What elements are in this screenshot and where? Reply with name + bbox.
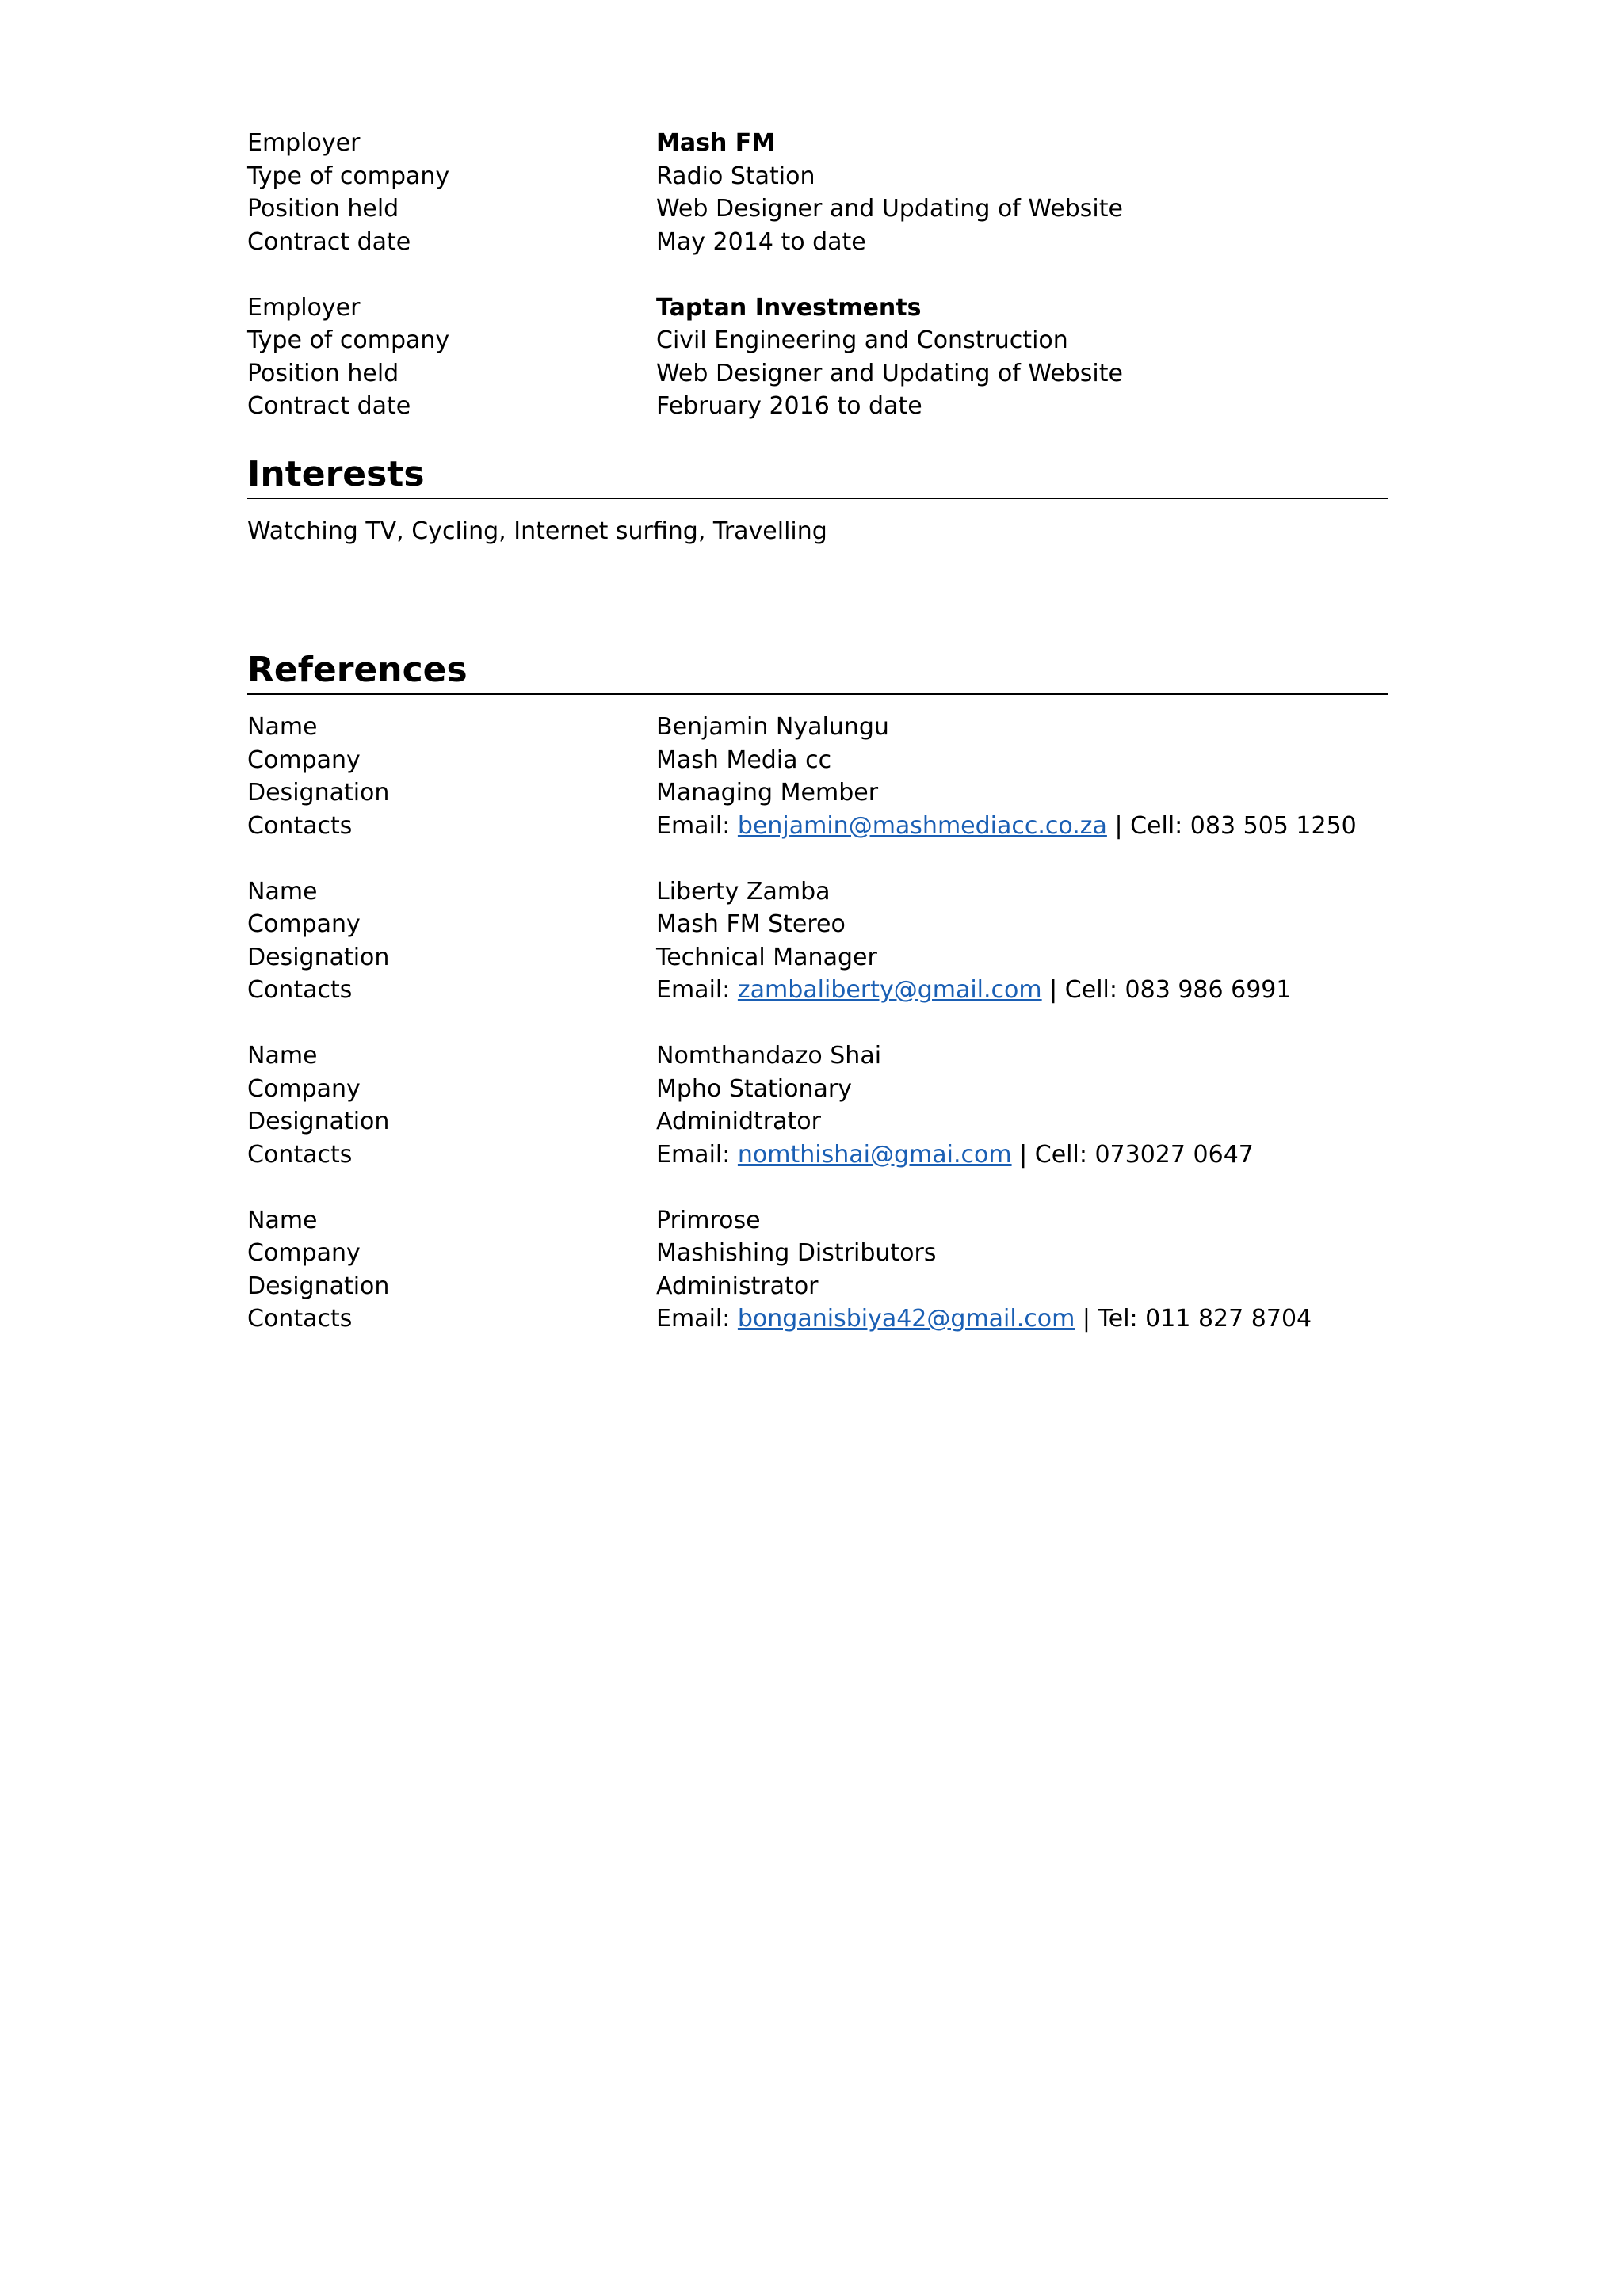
employer-row bbox=[247, 292, 1388, 325]
employer-row bbox=[247, 127, 1388, 160]
reference-name-row bbox=[247, 1039, 1388, 1073]
reference-designation-row bbox=[247, 941, 1388, 974]
email-prefix: Email: bbox=[656, 1140, 738, 1169]
reference-designation-row bbox=[247, 1270, 1388, 1303]
position-value: Web Designer and Updating of Website bbox=[656, 359, 1123, 387]
reference-designation: Administrator bbox=[656, 1272, 819, 1300]
reference-company-row bbox=[247, 1237, 1388, 1270]
contract-date-label: Contract date bbox=[247, 392, 411, 420]
reference-entry bbox=[247, 875, 1388, 1007]
phone-text: | Cell: 083 505 1250 bbox=[1106, 811, 1357, 840]
position-row bbox=[247, 357, 1388, 391]
contract-date-value: May 2014 to date bbox=[656, 227, 866, 256]
name-label: Name bbox=[247, 713, 318, 741]
references-heading: References bbox=[247, 647, 1388, 695]
reference-company: Mashishing Distributors bbox=[656, 1239, 937, 1267]
company-label: Company bbox=[247, 1074, 361, 1103]
resume-page bbox=[247, 127, 1388, 1336]
reference-entry bbox=[247, 1039, 1388, 1171]
phone-text: | Cell: 083 986 6991 bbox=[1041, 976, 1292, 1004]
reference-designation: Adminidtrator bbox=[656, 1108, 821, 1135]
reference-company-row bbox=[247, 744, 1388, 777]
contract-date-label: Contract date bbox=[247, 227, 411, 256]
reference-name: Primrose bbox=[656, 1206, 761, 1234]
reference-contacts-row bbox=[247, 1138, 1388, 1172]
email-prefix: Email: bbox=[656, 811, 738, 840]
reference-designation: Managing Member bbox=[656, 779, 879, 807]
email-link[interactable]: bonganisbiya42@gmail.com bbox=[737, 1305, 1075, 1333]
position-row bbox=[247, 193, 1388, 226]
reference-name: Liberty Zamba bbox=[656, 877, 831, 906]
company-type-row bbox=[247, 324, 1388, 357]
reference-company-row bbox=[247, 1073, 1388, 1106]
contract-date-row bbox=[247, 390, 1388, 423]
email-prefix: Email: bbox=[656, 1305, 738, 1333]
reference-name-row bbox=[247, 875, 1388, 909]
email-link[interactable]: benjamin@mashmediacc.co.za bbox=[737, 811, 1107, 840]
spacer bbox=[247, 1007, 1388, 1040]
interests-heading: Interests bbox=[247, 452, 1388, 499]
reference-name: Benjamin Nyalungu bbox=[656, 713, 889, 741]
reference-designation-row bbox=[247, 776, 1388, 810]
email-link[interactable]: nomthishai@gmai.com bbox=[737, 1140, 1012, 1169]
contacts-label: Contacts bbox=[247, 976, 353, 1004]
interests-text: Watching TV, Cycling, Internet surfing, Travelling bbox=[247, 517, 827, 545]
reference-name: Nomthandazo Shai bbox=[656, 1042, 882, 1070]
contract-date-row bbox=[247, 226, 1388, 259]
employer-name: Taptan Investments bbox=[656, 293, 922, 322]
reference-contacts bbox=[656, 974, 1388, 1007]
reference-contacts-row bbox=[247, 810, 1388, 843]
reference-name-row bbox=[247, 1204, 1388, 1238]
company-type-row bbox=[247, 160, 1388, 193]
reference-designation-row bbox=[247, 1105, 1388, 1138]
contacts-label: Contacts bbox=[247, 1305, 353, 1333]
contract-date-value: February 2016 to date bbox=[656, 392, 922, 420]
company-label: Company bbox=[247, 1239, 361, 1267]
phone-text: | Tel: 011 827 8704 bbox=[1075, 1305, 1312, 1333]
reference-contacts-row bbox=[247, 1302, 1388, 1336]
phone-text: | Cell: 073027 0647 bbox=[1011, 1140, 1254, 1169]
reference-company: Mpho Stationary bbox=[656, 1074, 852, 1103]
company-type-label: Type of company bbox=[247, 162, 450, 190]
employment-entry bbox=[247, 127, 1388, 258]
spacer bbox=[247, 1171, 1388, 1204]
designation-label: Designation bbox=[247, 779, 390, 807]
reference-contacts-row bbox=[247, 974, 1388, 1007]
spacer bbox=[247, 258, 1388, 292]
company-type-value: Civil Engineering and Construction bbox=[656, 326, 1068, 354]
email-prefix: Email: bbox=[656, 976, 738, 1004]
designation-label: Designation bbox=[247, 1272, 390, 1300]
name-label: Name bbox=[247, 1206, 318, 1234]
position-label: Position held bbox=[247, 195, 399, 223]
designation-label: Designation bbox=[247, 943, 390, 971]
name-label: Name bbox=[247, 1042, 318, 1070]
position-value: Web Designer and Updating of Website bbox=[656, 195, 1123, 223]
position-label: Position held bbox=[247, 359, 399, 387]
spacer bbox=[247, 842, 1388, 875]
designation-label: Designation bbox=[247, 1108, 390, 1135]
company-type-label: Type of company bbox=[247, 326, 450, 354]
contacts-label: Contacts bbox=[247, 811, 353, 840]
company-label: Company bbox=[247, 746, 361, 774]
employment-entry bbox=[247, 292, 1388, 423]
company-label: Company bbox=[247, 910, 361, 938]
reference-entry bbox=[247, 711, 1388, 842]
email-link[interactable]: zambaliberty@gmail.com bbox=[737, 976, 1042, 1004]
reference-contacts bbox=[656, 810, 1388, 843]
reference-contacts bbox=[656, 1138, 1388, 1172]
employer-label: Employer bbox=[247, 129, 361, 157]
employer-label: Employer bbox=[247, 293, 361, 322]
reference-designation: Technical Manager bbox=[656, 943, 877, 971]
reference-entry bbox=[247, 1204, 1388, 1336]
reference-company-row bbox=[247, 908, 1388, 941]
reference-name-row bbox=[247, 711, 1388, 744]
reference-company: Mash Media cc bbox=[656, 746, 832, 774]
name-label: Name bbox=[247, 877, 318, 906]
reference-company: Mash FM Stereo bbox=[656, 910, 846, 938]
contacts-label: Contacts bbox=[247, 1140, 353, 1169]
reference-contacts bbox=[656, 1302, 1388, 1336]
company-type-value: Radio Station bbox=[656, 162, 815, 190]
employer-name: Mash FM bbox=[656, 129, 776, 157]
